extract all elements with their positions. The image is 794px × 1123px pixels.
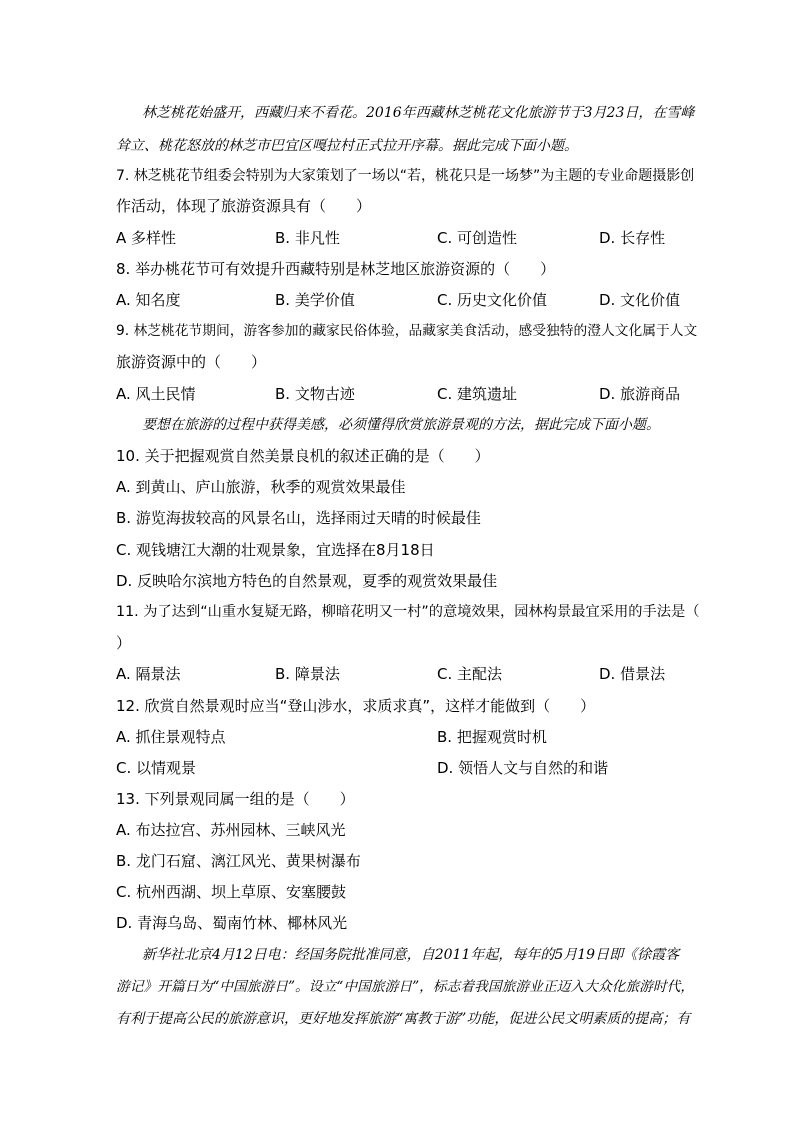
question-8-option-a: A. 知名度 <box>116 291 181 309</box>
question-7-stem-line-2: 作活动，体现了旅游资源具有（ ） <box>116 197 372 215</box>
question-10-option-a: A. 到黄山、庐山旅游，秋季的观赏效果最佳 <box>116 478 406 496</box>
question-11-stem-line-1: 11. 为了达到“山重水复疑无路，柳暗花明又一村”的意境效果，园林构景最宜采用的手法是（ <box>116 604 700 620</box>
question-7-stem-line-1: 7. 林芝桃花节组委会特别为大家策划了一场以“若，桃花只是一场梦”为主题的专业命题摄影创 <box>116 168 695 184</box>
question-8-option-c: C. 历史文化价值 <box>437 291 548 309</box>
question-9-option-a: A. 风土民情 <box>116 385 196 403</box>
question-13-option-a: A. 布达拉宫、苏州园林、三峡风光 <box>116 821 346 839</box>
question-8-option-b: B. 美学价值 <box>275 291 355 309</box>
question-13-option-b: B. 龙门石窟、漓江风光、黄果树瀑布 <box>116 852 361 870</box>
passage-1-line-2: 耸立、桃花怒放的林芝市巴宜区嘎拉村正式拉开序幕。据此完成下面小题。 <box>116 138 578 154</box>
question-7-option-b: B. 非凡性 <box>275 229 340 247</box>
question-9-stem-line-2: 旅游资源中的（ ） <box>116 353 267 371</box>
question-8-stem: 8. 举办桃花节可有效提升西藏特别是林芝地区旅游资源的（ ） <box>116 260 556 278</box>
question-12-option-a: A. 抓住景观特点 <box>116 728 226 746</box>
question-11-option-b: B. 障景法 <box>275 665 340 683</box>
passage-3-line-1: 新华社北京4月12日电：经国务院批准同意，自2011年起，每年的5月19日即《徐霞客 <box>142 947 680 963</box>
question-7-option-a: A 多样性 <box>116 229 177 247</box>
passage-3-line-3: 有利于提高公民的旅游意识，更好地发挥旅游“寓教于游”功能，促进公民文明素质的提高；有 <box>116 1011 691 1027</box>
passage-2-line-1: 要想在旅游的过程中获得美感，必须懂得欣赏旅游景观的方法，据此完成下面小题。 <box>142 417 660 433</box>
question-12-option-c: C. 以情观景 <box>116 759 197 777</box>
question-10-option-c: C. 观钱塘江大潮的壮观景象，宜选择在8月18日 <box>116 541 435 559</box>
question-11-stem-line-2: ） <box>116 634 132 652</box>
question-9-option-c: C. 建筑遗址 <box>437 385 518 403</box>
question-11-option-a: A. 隔景法 <box>116 665 181 683</box>
question-11-option-d: D. 借景法 <box>599 665 666 683</box>
question-9-option-d: D. 旅游商品 <box>599 385 681 403</box>
question-12-option-b: B. 把握观赏时机 <box>437 728 547 746</box>
question-7-option-d: D. 长存性 <box>599 229 666 247</box>
question-9-stem-line-1: 9. 林芝桃花节期间，游客参加的藏家民俗体验，品藏家美食活动，感受独特的澄人文化属于人文 <box>116 323 698 339</box>
question-10-option-d: D. 反映哈尔滨地方特色的自然景观，夏季的观赏效果最佳 <box>116 572 498 590</box>
passage-3-line-2: 游记》开篇日为“中国旅游日”。设立“中国旅游日”，标志着我国旅游业正迈入大众化旅游时代， <box>116 979 695 995</box>
question-10-stem: 10. 关于把握观赏自然美景良机的叙述正确的是（ ） <box>116 447 490 465</box>
question-13-option-d: D. 青海乌岛、蜀南竹林、椰林风光 <box>116 914 348 932</box>
question-7-option-c: C. 可创造性 <box>437 229 518 247</box>
question-13-option-c: C. 杭州西湖、坝上草原、安塞腰鼓 <box>116 883 347 901</box>
question-12-stem: 12. 欣赏自然景观时应当“登山涉水，求质求真”，这样才能做到（ ） <box>116 697 596 715</box>
question-8-option-d: D. 文化价值 <box>599 291 681 309</box>
passage-1-line-1: 林芝桃花始盛开，西藏归来不看花。2016年西藏林芝桃花文化旅游节于3月23日，在雪峰 <box>142 105 695 121</box>
question-12-option-d: D. 领悟人文与自然的和谐 <box>437 759 609 777</box>
question-9-option-b: B. 文物古迹 <box>275 385 355 403</box>
question-11-option-c: C. 主配法 <box>437 665 503 683</box>
question-10-option-b: B. 游览海拔较高的风景名山，选择雨过天晴的时候最佳 <box>116 509 481 527</box>
question-13-stem: 13. 下列景观同属一组的是（ ） <box>116 790 355 808</box>
